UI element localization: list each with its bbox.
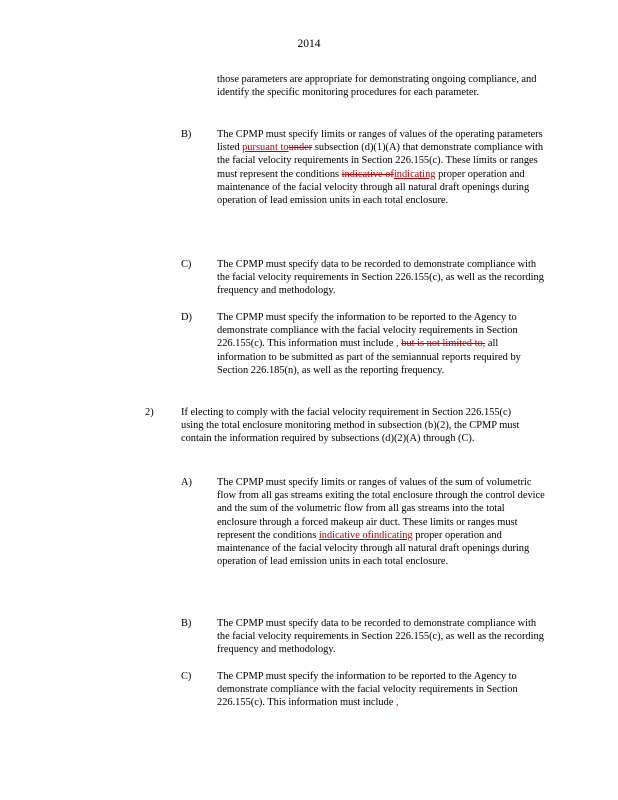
paragraph-1b: The CPMP must specify limits or ranges of values of the operating parameters listed pursuant tounder subsection (d)(1)(A) that demonstrate compliance with the facial velocity requirements in Section 226.155(c). These limits or ranges must represent the conditions indicative ofindicating proper operation and maintenance of the facial velocity through all natural draft openings during operation of lead emission units in each total enclosure. bbox=[217, 129, 544, 207]
paragraph-2a: The CPMP must specify limits or ranges of values of the sum of volumetric flow from all gas streams exiting the total enclosure through the control device and the sum of the volumetric flow from all gas streams into the total enclosure through a forced makeup air duct. These limits or ranges must represent the conditions indicative ofindicating proper operation and maintenance of the facial velocity through all natural draft openings during operation of lead emission units in each total enclosure. bbox=[217, 477, 545, 568]
item-label-2c: C) bbox=[181, 671, 192, 682]
deleted-text: but is not limited to, bbox=[401, 338, 486, 350]
inserted-text: indicating bbox=[393, 168, 436, 180]
page-number: 2014 bbox=[297, 38, 321, 50]
intro-paragraph: those parameters are appropriate for demonstrating ongoing compliance, and identify the specific monitoring procedures for each parameter. bbox=[217, 74, 537, 99]
item-label-2a: A) bbox=[181, 477, 192, 488]
item-label-1b: B) bbox=[181, 129, 192, 140]
paragraph-2b: The CPMP must specify data to be recorded to demonstrate compliance with the facial velocity requirements in Section 226.155(c), as well as the recording frequency and methodology. bbox=[217, 618, 544, 656]
paragraph-1c: The CPMP must specify data to be recorded to demonstrate compliance with the facial velocity requirements in Section 226.155(c), as well as the recording frequency and methodology. bbox=[217, 259, 544, 297]
item-label-2: 2) bbox=[145, 407, 154, 418]
inserted-text: indicating bbox=[371, 529, 413, 541]
revision-mark: , bbox=[396, 697, 399, 709]
item-label-1d: D) bbox=[181, 312, 192, 323]
paragraph-1d: The CPMP must specify the information to be reported to the Agency to demonstrate compliance with the facial velocity requirements in Section 226.155(c). This information must include , but is not limited to, all information to be submitted as part of the semiannual reports required by Section 226.185(n), as well as the reporting frequency. bbox=[217, 312, 521, 376]
item-label-2b: B) bbox=[181, 618, 192, 629]
paragraph-2: If electing to comply with the facial velocity requirement in Section 226.155(c) using the total enclosure monitoring method in subsection (b)(2), the CPMP must contain the information required by subsections (d)(2)(A) through (C). bbox=[181, 407, 520, 445]
revision-mark: , bbox=[396, 338, 399, 350]
paragraph-2c: The CPMP must specify the information to be reported to the Agency to demonstrate compliance with the facial velocity requirements in Section 226.155(c). This information must include , bbox=[217, 671, 518, 709]
item-label-1c: C) bbox=[181, 259, 192, 270]
deleted-text: indicative of bbox=[341, 168, 394, 180]
deleted-text: under bbox=[288, 142, 313, 154]
inserted-text: indicative of bbox=[318, 529, 372, 541]
inserted-text: pursuant to bbox=[242, 142, 289, 154]
